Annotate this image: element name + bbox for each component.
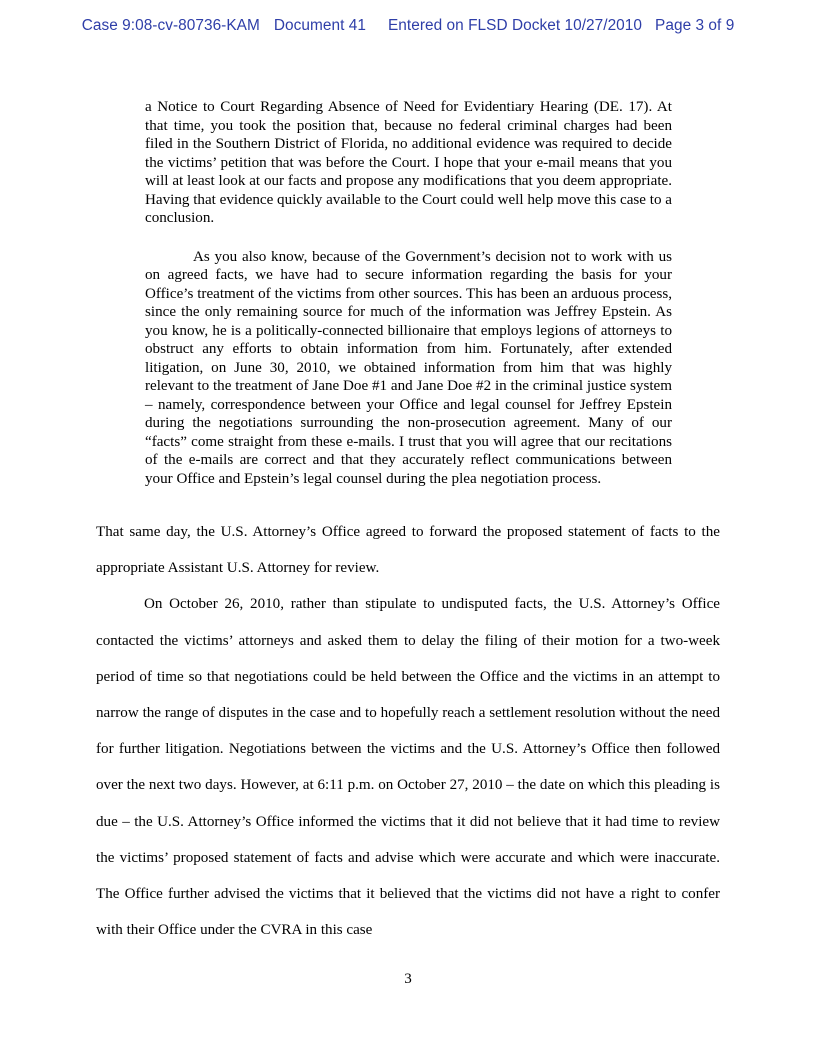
header-entered-docket: Entered on FLSD Docket 10/27/2010 bbox=[387, 17, 643, 34]
header-page-count: Page 3 of 9 bbox=[655, 17, 735, 34]
page-number: 3 bbox=[404, 971, 412, 987]
quote-paragraph: a Notice to Court Regarding Absence of Need for Evidentiary Hearing (DE. 17). At that time, you took the position that, because no federal criminal charges had been filed in the Southern District of Florida, no additional evidence was required to decide the victims’ petition that was before the Court. I hope that your e-mail means that you will at least look at our facts and propose any modifications that you deem appropriate. Having that evidence quickly available to the Court could well help move this case to a conclusion. bbox=[145, 99, 672, 226]
quote-paragraph: As you also know, because of the Government’s decision not to work with us on agreed facts, we have had to secure information regarding the basis for your Office’s treatment of the victims from other sources. This has been an arduous process, since the only remaining source for much of the information was Jeffrey Epstein. As you know, he is a politically-connected billionaire that employs legions of attorneys to obstruct any efforts to obtain information from him. Fortunately, after extended litigation, on June 30, 2010, we obtained information from him that was highly relevant to the treatment of Jane Doe #1 and Jane Doe #2 in the criminal justice system – namely, correspondence between your Office and legal counsel for Jeffrey Epstein during the negotiations surrounding the non-prosecution agreement. Many of our “facts” come straight from these e-mails. I trust that you will agree that our recitations of the e-mails are correct and that they accurately reflect communications between your Office and Epstein’s legal counsel during the plea negotiation process. bbox=[145, 248, 672, 487]
block-quote bbox=[145, 98, 672, 488]
body-paragraph: On October 26, 2010, rather than stipulate to undisputed facts, the U.S. Attorney’s Office contacted the victims’ attorneys and asked them to delay the filing of their motion for a two-week period of time so that negotiations could be held between the Office and the victims in an attempt to narrow the range of disputes in the case and to hopefully reach a settlement resolution without the need for further litigation. Negotiations between the victims and the U.S. Attorney’s Office then followed over the next two days. However, at 6:11 p.m. on October 27, 2010 – the date on which this pleading is due – the U.S. Attorney’s Office informed the victims that it did not believe that it had time to review the victims’ proposed statement of facts and advise which were accurate and which were inaccurate. The Office further advised the victims that it believed that the victims did not have a right to confer with their Office under the CVRA in this case bbox=[96, 596, 720, 939]
docket-header bbox=[0, 17, 816, 35]
body-paragraph: That same day, the U.S. Attorney’s Office agreed to forward the proposed statement of facts to the appropriate Assistant U.S. Attorney for review. bbox=[96, 524, 720, 577]
header-case-number: Case 9:08-cv-80736-KAM bbox=[81, 17, 260, 34]
body-text bbox=[96, 514, 720, 948]
header-document-number: Document 41 bbox=[273, 17, 366, 34]
